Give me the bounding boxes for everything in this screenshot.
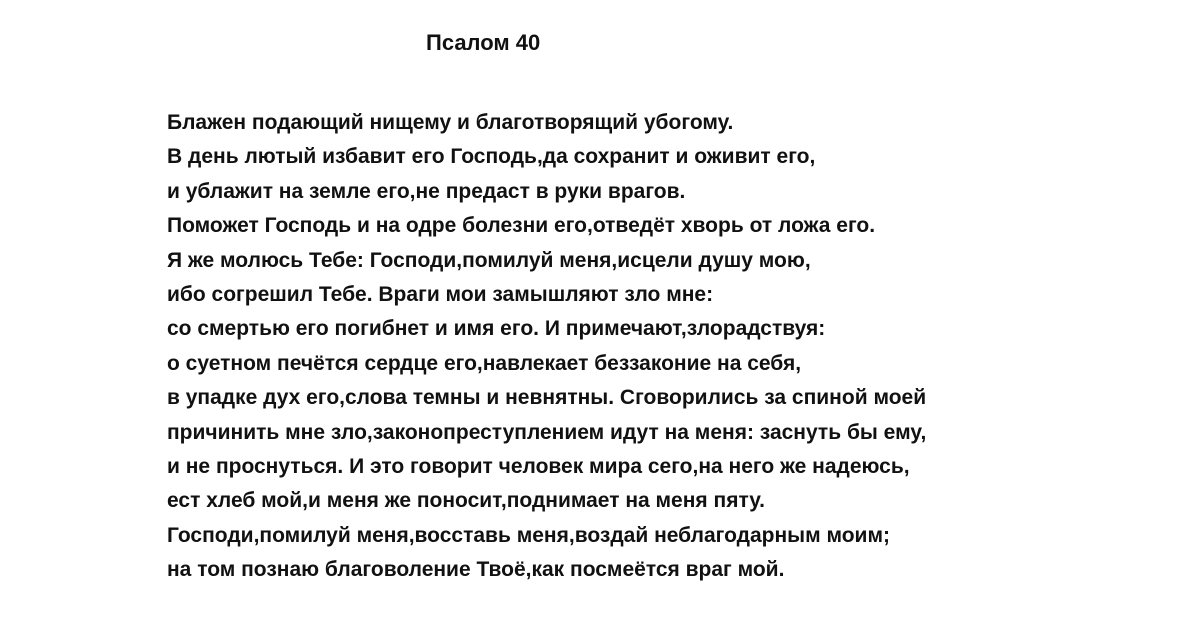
text-line: и не проснуться. И это говорит человек мира сего,на него же надеюсь, <box>167 455 910 479</box>
text-line: на том познаю благоволение Твоё,как посмеётся враг мой. <box>167 558 785 582</box>
text-line: ест хлеб мой,и меня же поносит,поднимает на меня пяту. <box>167 489 765 513</box>
text-line: со смертью его погибнет и имя его. И примечают,злорадствуя: <box>167 317 826 341</box>
psalm-title: Псалом 40 <box>426 30 541 55</box>
text-line: и ублажит на земле его,не предаст в руки врагов. <box>167 179 686 203</box>
text-line: Господи,помилуй меня,восставь меня,воздай неблагодарным моим; <box>167 523 890 547</box>
text-line: причинить мне зло,законопреступлением идут на меня: заснуть бы ему, <box>167 420 927 444</box>
text-line: Я же молюсь Тебе: Господи,помилуй меня,исцели душу мою, <box>167 248 811 272</box>
text-line: в упадке дух его,слова темны и невнятны. Сговорились за спиной моей <box>167 386 927 410</box>
text-line: В день лютый избавит его Господь,да сохранит и оживит его, <box>167 145 816 169</box>
text-line: Поможет Господь и на одре болезни его,отведёт хворь от ложа его. <box>167 214 876 238</box>
psalm-text <box>167 106 1187 588</box>
text-line: о суетном печётся сердце его,навлекает беззаконие на себя, <box>167 351 802 375</box>
text-line: ибо согрешил Тебе. Враги мои замышляют зло мне: <box>167 283 714 307</box>
text-line: Блажен подающий нищему и благотворящий убогому. <box>167 111 734 134</box>
